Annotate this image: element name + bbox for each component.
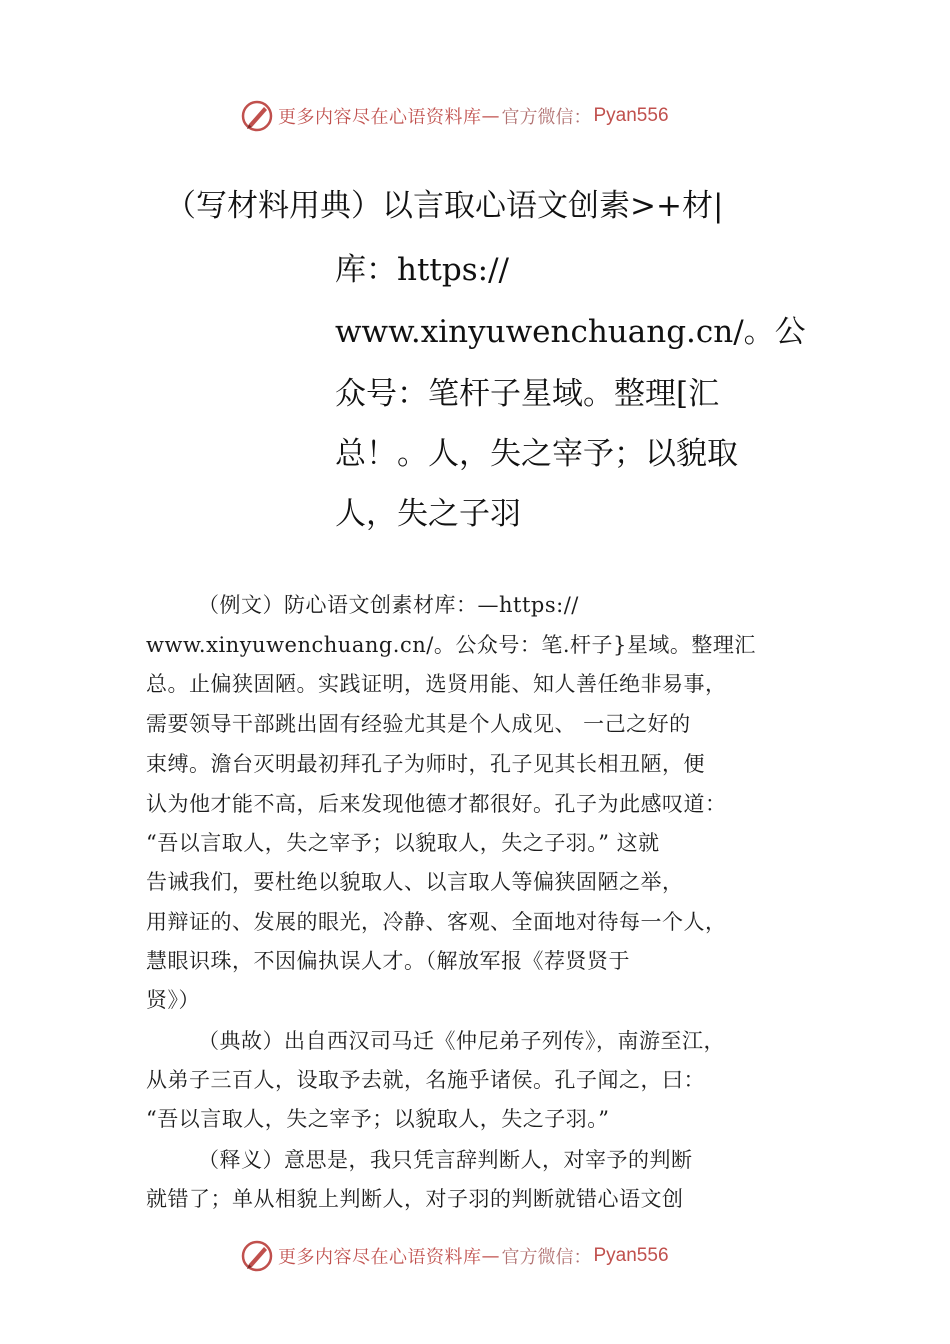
banner-wechat-id: Pyan556 [593, 1245, 669, 1266]
body-line: （例文）防心语文创素材库：—https:// [198, 593, 579, 617]
banner-separator: — [481, 105, 500, 127]
banner-label: 官方微信： [501, 1247, 592, 1268]
footer-banner [240, 1236, 760, 1276]
body-line: （释义）意思是，我只凭言辞判断人，对宰予的判断 [198, 1148, 693, 1172]
title-line: 人，失之子羽 [335, 496, 521, 532]
banner-wechat-id: Pyan556 [593, 105, 669, 126]
body-line: 总。止偏狭固陋。实践证明，选贤用能、知人善任绝非易事， [146, 672, 727, 696]
body-line: “吾以言取人，失之宰予；以貌取人，失之子羽。” 这就 [146, 831, 660, 855]
body-line: 贤》） [146, 988, 200, 1012]
title-line: 众号：笔杆子星域。整理[汇 [335, 376, 720, 412]
body-line: 认为他才能不高，后来发现他德才都很好。孔子为此感叹道： [146, 792, 727, 816]
body-line: 告诫我们，要杜绝以貌取人、以言取人等偏狭固陋之举， [146, 870, 684, 894]
body-line: “吾以言取人，失之宰予；以貌取人，失之子羽。” [146, 1107, 610, 1131]
body-line: （典故）出自西汉司马迁《仲尼弟子列传》，南游至江， [198, 1029, 725, 1053]
pen-seal-logo-icon [240, 99, 274, 133]
pen-seal-logo-icon [240, 1239, 274, 1273]
body-line: 从弟子三百人，设取予去就，名施乎诸侯。孔子闻之，曰： [146, 1068, 705, 1092]
title-line: （写材料用典）以言取心语文创素>+材| [165, 188, 724, 224]
body-line: 需要领导干部跳出固有经验尤其是个人成见、 一己之好的 [146, 712, 691, 736]
banner-text: 更多内容尽在心语资料库 [278, 107, 482, 128]
banner-text: 更多内容尽在心语资料库 [278, 1247, 482, 1268]
body-line: 就错了；单从相貌上判断人，对子羽的判断就错心语文创 [146, 1187, 684, 1211]
body-line: 用辩证的、发展的眼光，冷静、客观、全面地对待每一个人， [146, 910, 727, 934]
banner-label: 官方微信： [501, 107, 592, 128]
title-line: 总！。人，失之宰予；以貌取 [335, 436, 738, 472]
title-line: www.xinyuwenchuang.cn/。公 [335, 314, 806, 350]
header-banner [240, 96, 760, 136]
banner-separator: — [481, 1245, 500, 1267]
body-line: 束缚。澹台灭明最初拜孔子为师时，孔子见其长相丑陋，便 [146, 752, 705, 776]
title-line: 库：https:// [335, 252, 509, 288]
body-line: 慧眼识珠，不因偏执误人才。（解放军报《荐贤贤于 [146, 949, 630, 973]
body-line: www.xinyuwenchuang.cn/。公众号：笔.杆子}星域。整理汇 [146, 633, 756, 657]
